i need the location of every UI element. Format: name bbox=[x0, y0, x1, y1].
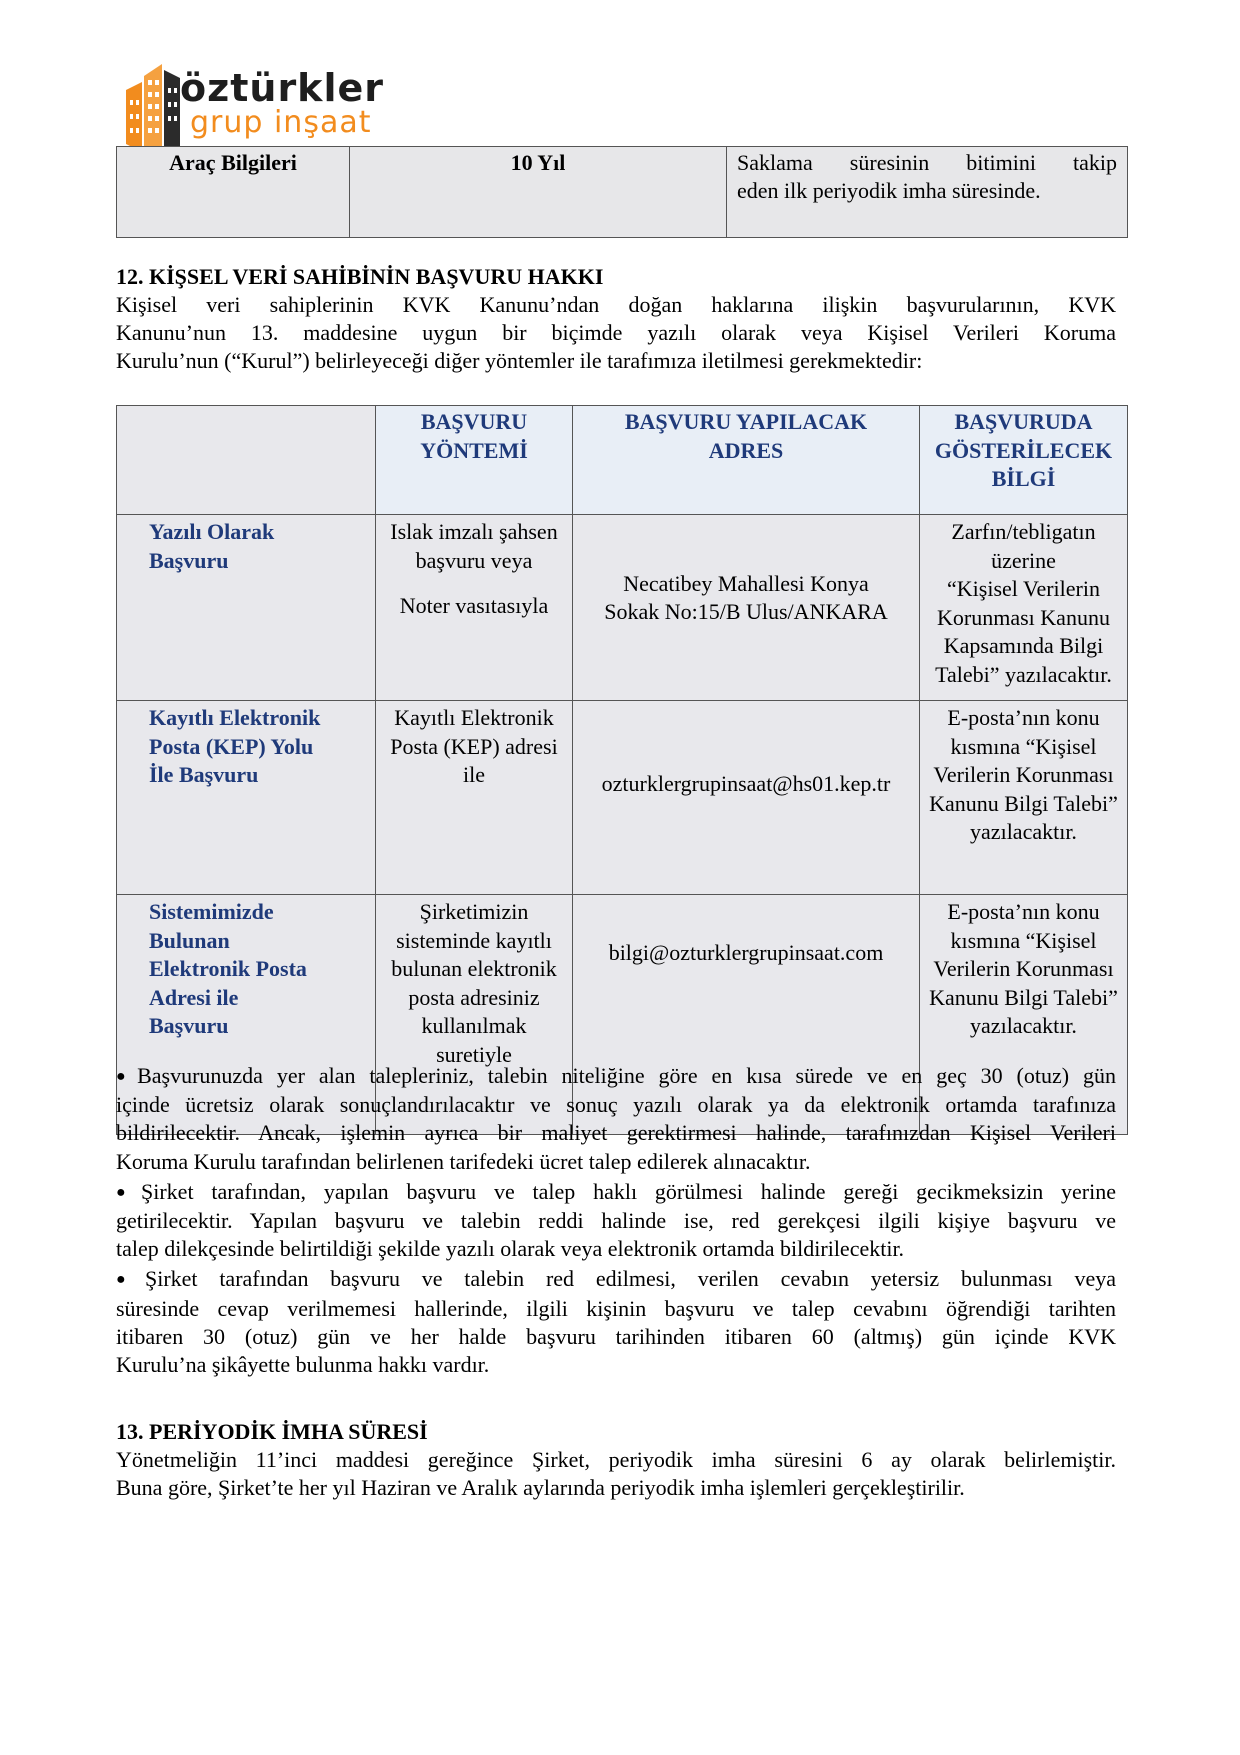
application-methods-table bbox=[116, 405, 1128, 1135]
bullet-icon: ● bbox=[116, 1068, 135, 1085]
info-line: E-posta’nın konu bbox=[947, 705, 1100, 730]
label-line: Bulunan bbox=[149, 927, 230, 953]
table-row bbox=[117, 515, 1128, 701]
text-line: Buna göre, Şirket’te her yıl Haziran ve Aralık aylarında periyodik imha işlemleri gerçekleştirilir. bbox=[116, 1475, 965, 1500]
address-line: bilgi@ozturklergrupinsaat.com bbox=[608, 940, 884, 965]
header-line: BİLGİ bbox=[991, 466, 1056, 491]
header-line: BAŞVURUDA bbox=[954, 409, 1093, 434]
section-12-heading: 12. KİŞSEL VERİ SAHİBİNİN BAŞVURU HAKKI bbox=[116, 264, 604, 289]
data-category-cell: Araç Bilgileri bbox=[117, 147, 350, 238]
table-row bbox=[117, 147, 1128, 238]
label-line: Başvuru bbox=[149, 1013, 229, 1038]
info-cell bbox=[920, 701, 1128, 895]
text-line: itibaren 30 (otuz) gün ve her halde başvuru tarihinden itibaren 60 (altmış) gün içinde KVK bbox=[116, 1323, 1116, 1349]
text-line: Saklama süresinin bitimini takip bbox=[737, 150, 1117, 175]
list-item bbox=[116, 1178, 1116, 1264]
text-line bbox=[116, 1178, 1116, 1207]
header-info bbox=[920, 406, 1128, 515]
info-line: yazılacaktır. bbox=[970, 1013, 1077, 1038]
method-line: kullanılmak bbox=[421, 1013, 527, 1038]
method-line: sisteminde kayıtlı bbox=[396, 927, 552, 953]
info-line: “Kişisel Verilerin bbox=[947, 576, 1100, 601]
info-line: Korunması Kanunu bbox=[937, 604, 1110, 630]
row-label bbox=[117, 515, 376, 701]
label-line: Posta (KEP) Yolu bbox=[149, 733, 314, 759]
bullet-text: Şirket tarafından, yapılan başvuru ve talep haklı görülmesi halinde gereği gecikmeksizin yerine bbox=[141, 1178, 1116, 1204]
method-line: Noter vasıtasıyla bbox=[399, 593, 549, 618]
info-line: yazılacaktır. bbox=[970, 819, 1077, 844]
company-logo bbox=[122, 60, 422, 155]
method-line: Islak imzalı şahsen bbox=[390, 519, 558, 544]
bullet-text: Şirket tarafından başvuru ve talebin red edilmesi, verilen cevabın yetersiz bulunması veya bbox=[144, 1266, 1116, 1292]
bullet-list bbox=[116, 1062, 1116, 1381]
info-line: kısmına “Kişisel bbox=[950, 927, 1097, 953]
section-13-heading: 13. PERİYODİK İMHA SÜRESİ bbox=[116, 1419, 428, 1444]
header-line: BAŞVURU bbox=[420, 409, 528, 434]
header-line: YÖNTEMİ bbox=[420, 437, 528, 463]
retention-period-cell: 10 Yıl bbox=[350, 147, 727, 238]
list-item bbox=[116, 1062, 1116, 1176]
method-line: ile bbox=[463, 762, 485, 787]
info-line: Kanunu Bilgi Talebi” bbox=[929, 790, 1118, 816]
text-line bbox=[116, 1265, 1116, 1294]
row-label bbox=[117, 701, 376, 895]
method-line: Posta (KEP) adresi bbox=[390, 733, 558, 759]
label-line: İle Başvuru bbox=[149, 762, 259, 787]
info-line: Verilerin Korunması bbox=[933, 956, 1114, 981]
logo-text-primary: öztürkler bbox=[180, 66, 384, 110]
text-line: Kurulu’na şikâyette bulunma hakkı vardır. bbox=[116, 1352, 490, 1378]
info-line: Zarfın/tebligatın üzerine bbox=[951, 519, 1096, 573]
info-line: kısmına “Kişisel bbox=[950, 733, 1097, 759]
header-line: ADRES bbox=[708, 437, 784, 463]
logo-text-secondary: grup inşaat bbox=[190, 105, 372, 140]
address-line: Necatibey Mahallesi Konya bbox=[623, 570, 869, 596]
label-line: Adresi ile bbox=[149, 984, 239, 1010]
text-line: Kurulu’nun (“Kurul”) belirleyeceği diğer yöntemler ile tarafımıza iletilmesi gerekmektedir: bbox=[116, 348, 923, 373]
section-13-paragraph bbox=[116, 1446, 1116, 1502]
method-line: Şirketimizin bbox=[419, 899, 529, 924]
header-address bbox=[573, 406, 920, 515]
bullet-icon: ● bbox=[116, 1271, 142, 1289]
text-line: süresinde cevap verilmemesi hallerinde, ilgili kişinin başvuru ve talep cevabını öğrendiği tarihten bbox=[116, 1295, 1116, 1321]
info-line: E-posta’nın konu bbox=[947, 899, 1100, 924]
label-line: Yazılı Olarak bbox=[149, 519, 275, 544]
header-line: BAŞVURU YAPILACAK bbox=[624, 409, 868, 434]
info-line: Verilerin Korunması bbox=[933, 762, 1114, 787]
text-line: Yönetmeliğin 11’inci maddesi gereğince Şirket, periyodik imha süresini 6 ay olarak belirlemiştir. bbox=[116, 1447, 1116, 1472]
label-line: Kayıtlı Elektronik bbox=[149, 705, 321, 730]
header-line: GÖSTERİLECEK bbox=[934, 437, 1113, 463]
method-cell bbox=[376, 515, 573, 701]
info-cell bbox=[920, 515, 1128, 701]
address-cell bbox=[573, 515, 920, 701]
section-12-paragraph bbox=[116, 291, 1116, 375]
method-line: başvuru veya bbox=[415, 547, 533, 573]
method-line: Kayıtlı Elektronik bbox=[394, 705, 554, 730]
info-line: Talebi” yazılacaktır. bbox=[935, 661, 1112, 687]
retention-table bbox=[116, 146, 1128, 238]
text-line: içinde ücretsiz olarak sonuçlandırılacaktır ve sonuç yazılı olarak ya da elektronik ortamda tarafınıza bbox=[116, 1092, 1116, 1118]
label-line: Elektronik Posta bbox=[149, 956, 307, 981]
label-line: Sistemimizde bbox=[149, 899, 274, 924]
text-line: Koruma Kurulu tarafından belirlenen tarifedeki ücret talep edilerek alınacaktır. bbox=[116, 1148, 811, 1174]
spacer bbox=[378, 575, 570, 592]
method-line: suretiyle bbox=[436, 1041, 512, 1067]
text-line bbox=[116, 1062, 1116, 1091]
method-line: bulunan elektronik bbox=[391, 956, 557, 981]
text-line: talep dilekçesinde belirtildiği şekilde yazılı olarak veya elektronik ortamda bildirilecektir. bbox=[116, 1236, 905, 1262]
address-line: ozturklergrupinsaat@hs01.kep.tr bbox=[601, 770, 891, 796]
text-line: eden ilk periyodik imha süresinde. bbox=[737, 178, 1041, 203]
text-line: bildirilecektir. Ancak, işlemin ayrıca bir maliyet gerektirmesi halinde, tarafınızdan Kişisel Verileri bbox=[116, 1120, 1116, 1146]
method-line: posta adresiniz bbox=[408, 984, 540, 1010]
list-item bbox=[116, 1265, 1116, 1379]
address-cell bbox=[573, 701, 920, 895]
address-line: Sokak No:15/B Ulus/ANKARA bbox=[604, 599, 888, 624]
text-line: Kanunu’nun 13. maddesine uygun bir biçimde yazılı olarak veya Kişisel Verileri Koruma bbox=[116, 320, 1116, 345]
bullet-icon: ● bbox=[116, 1183, 138, 1201]
table-row bbox=[117, 701, 1128, 895]
bullet-text: Başvurunuzda yer alan talepleriniz, talebin niteliğine göre en kısa sürede ve en geç 30 (otuz) gün bbox=[137, 1063, 1116, 1088]
method-cell bbox=[376, 701, 573, 895]
info-line: Kapsamında Bilgi bbox=[943, 633, 1104, 658]
header-empty-cell bbox=[117, 406, 376, 515]
disposal-time-cell bbox=[727, 147, 1128, 238]
text-line: getirilecektir. Yapılan başvuru ve talebin reddi halinde ise, red gerekçesi ilgili kişiye başvuru ve bbox=[116, 1208, 1116, 1234]
info-line: Kanunu Bilgi Talebi” bbox=[929, 984, 1118, 1010]
header-method bbox=[376, 406, 573, 515]
text-line: Kişisel veri sahiplerinin KVK Kanunu’ndan doğan haklarına ilişkin başvurularının, KVK bbox=[116, 292, 1116, 317]
label-line: Başvuru bbox=[149, 547, 229, 573]
table-header-row bbox=[117, 406, 1128, 515]
